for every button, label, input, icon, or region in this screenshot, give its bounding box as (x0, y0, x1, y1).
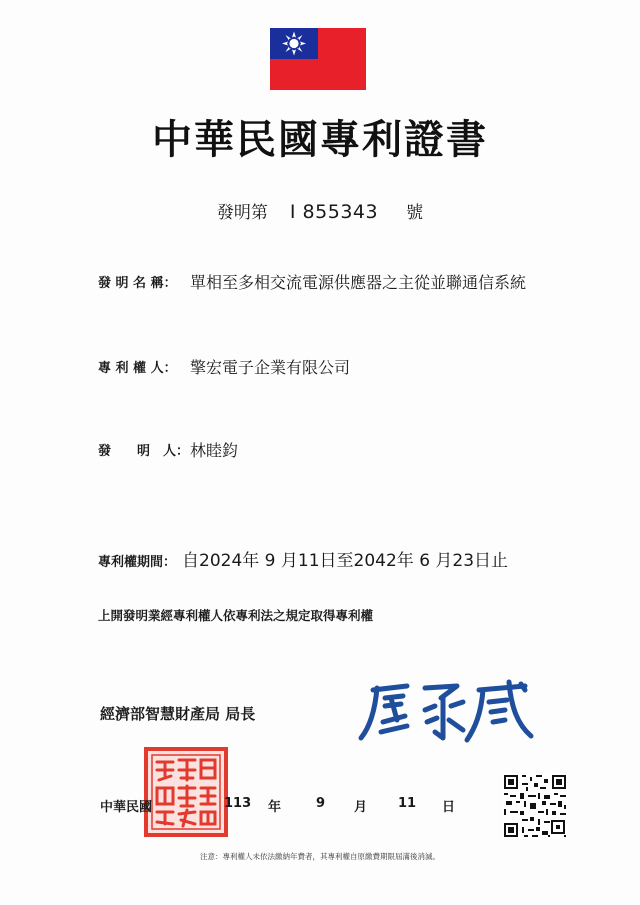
grant-statement: 上開發明業經專利權人依專利法之規定取得專利權 (98, 608, 374, 623)
invention-name-label: 發 明 名 稱： (98, 276, 177, 291)
issuing-authority: 經濟部智慧財產局 局長 (100, 705, 256, 723)
patent-term (98, 546, 508, 571)
roc-flag-icon (270, 28, 366, 90)
patent-number-prefix: 發明第 (216, 203, 268, 223)
issue-date (100, 796, 480, 818)
qr-code-icon[interactable] (502, 773, 568, 839)
patent-number-line (0, 198, 640, 223)
issue-date-month: 9 (316, 796, 326, 811)
patentee-label: 專 利 權 人： (98, 361, 177, 376)
signature-icon (355, 676, 535, 746)
inventor-label: 發 明 人： (98, 444, 190, 459)
footer-notice: 注意：專利權人未依法繳納年費者，其專利權自原繳費期限屆滿後消滅。 (200, 852, 440, 861)
issue-date-day: 11 (398, 796, 417, 811)
inventor-value: 林睦鈞 (190, 441, 239, 460)
issue-date-year: 113 (224, 796, 252, 811)
issue-date-day-unit: 日 (442, 800, 456, 815)
issue-date-era: 中華民國 (100, 800, 153, 815)
patent-number-suffix: 號 (406, 203, 424, 223)
certificate-title: 中華民國專利證書 (152, 116, 488, 163)
issue-date-month-unit: 月 (354, 800, 368, 815)
patentee-value: 擎宏電子企業有限公司 (190, 358, 351, 377)
patent-term-label: 專利權期間： (98, 555, 177, 570)
patent-term-value: 自2024年 9 月11日至2042年 6 月23日止 (182, 551, 509, 571)
invention-name-value: 單相至多相交流電源供應器之主從並聯通信系統 (190, 273, 527, 292)
issue-date-year-unit: 年 (268, 800, 282, 815)
patent-number: I 855343 (289, 201, 379, 223)
official-seal-icon (143, 746, 229, 838)
